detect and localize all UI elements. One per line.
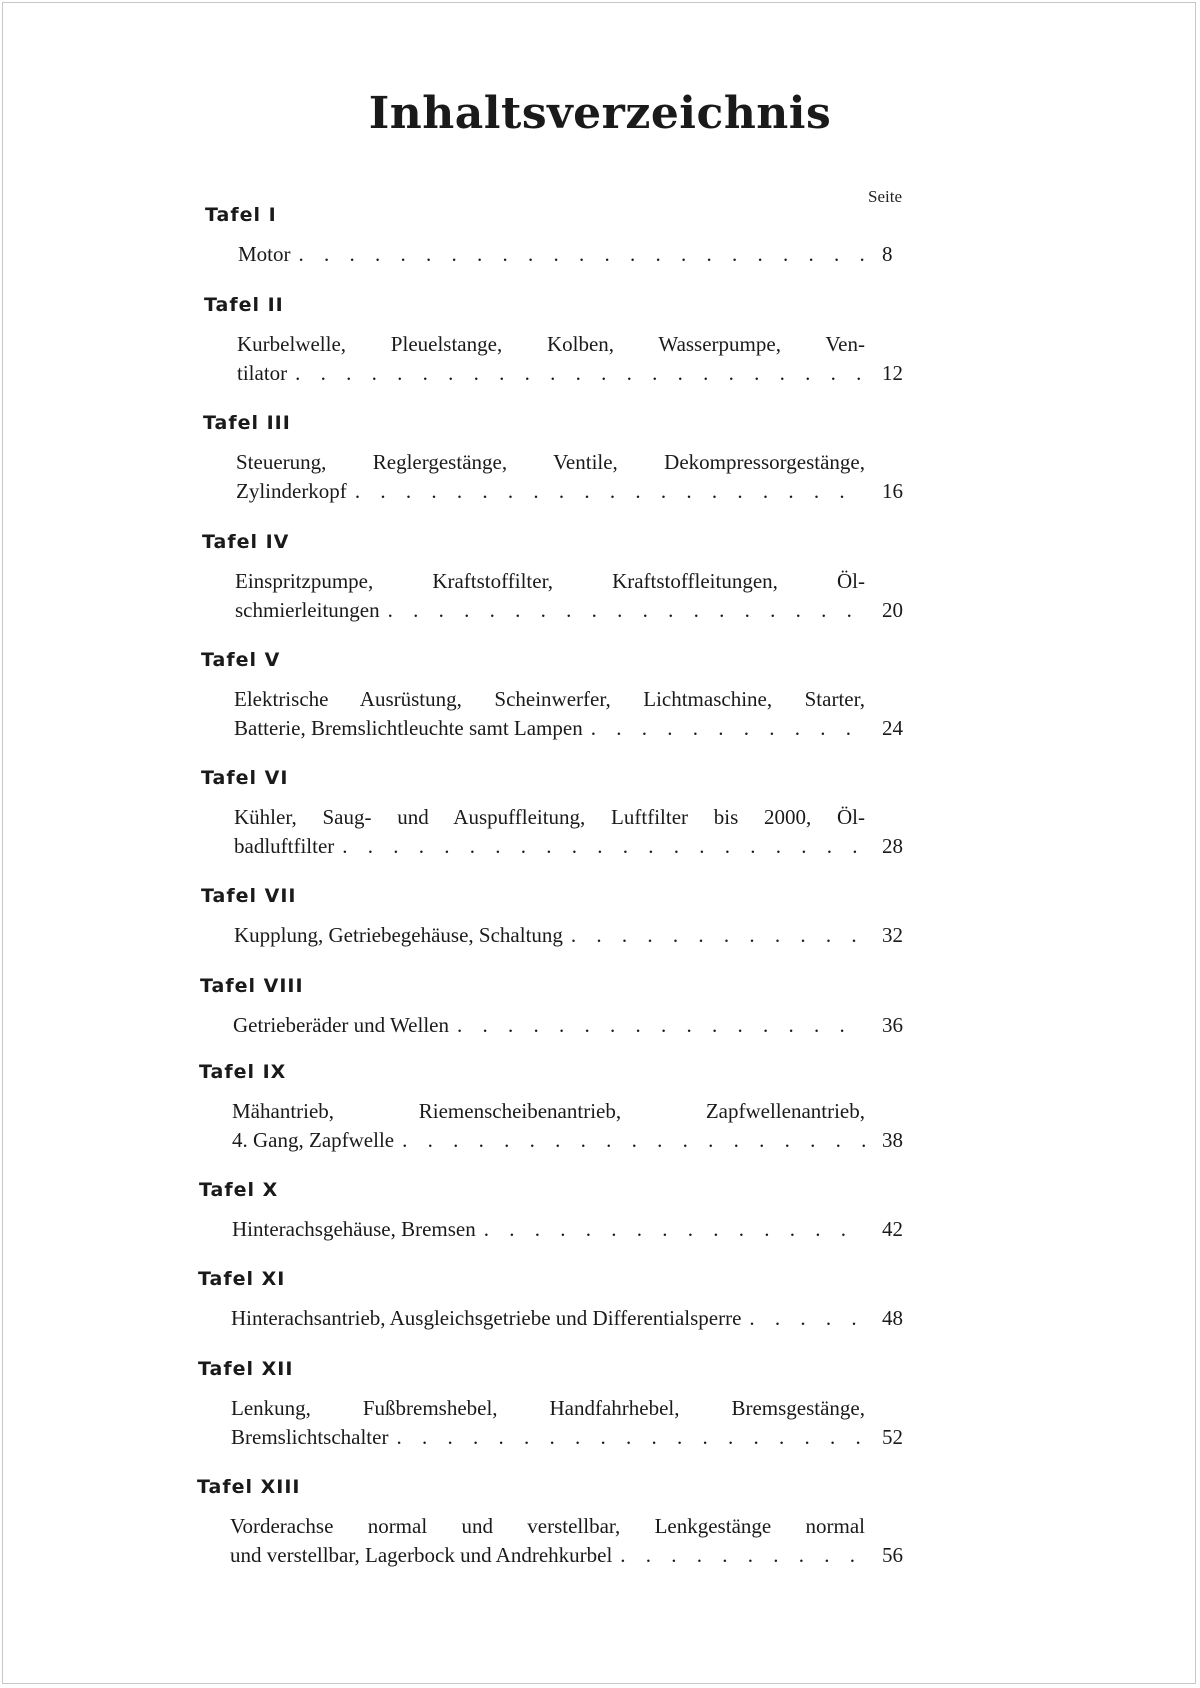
page-number: 12 <box>882 361 903 385</box>
tafel-heading: Tafel II <box>204 294 284 316</box>
description-last-line <box>237 359 865 388</box>
toc-entry-description <box>235 567 865 625</box>
page-number: 8 <box>882 242 893 266</box>
description-text: Batterie, Bremslichtleuchte samt Lampen <box>234 716 583 740</box>
description-last-line <box>232 1126 865 1155</box>
page-number: 36 <box>882 1013 903 1037</box>
dot-leader <box>299 240 866 269</box>
tafel-heading: Tafel VII <box>201 885 297 907</box>
page-number: 52 <box>882 1425 903 1449</box>
toc-entry-description <box>231 1394 865 1452</box>
tafel-heading: Tafel X <box>199 1179 279 1201</box>
description-last-line <box>234 832 865 861</box>
page-title: Inhaltsverzeichnis <box>368 88 832 139</box>
description-text: Zylinderkopf <box>236 479 347 503</box>
toc-entry-description <box>238 240 865 269</box>
description-text: Kupplung, Getriebegehäuse, Schaltung <box>234 923 563 947</box>
tafel-heading: Tafel VI <box>201 767 289 789</box>
dot-leader <box>591 714 865 743</box>
page-column-header: Seite <box>868 187 902 206</box>
dot-leader <box>457 1011 865 1040</box>
description-text: Hinterachsgehäuse, Bremsen <box>232 1217 476 1241</box>
description-line: Mähantrieb, Riemenscheibenantrieb, Zapfwellenantrieb, <box>232 1099 865 1123</box>
dot-leader <box>342 832 865 861</box>
page-number: 42 <box>882 1217 903 1241</box>
tafel-heading: Tafel V <box>201 649 281 671</box>
description-last-line <box>236 477 865 506</box>
description-text: 4. Gang, Zapfwelle <box>232 1128 395 1152</box>
description-last-line <box>238 240 865 269</box>
tafel-heading: Tafel III <box>203 412 291 434</box>
page-number: 28 <box>882 834 903 858</box>
description-last-line <box>232 1215 865 1244</box>
page-number: 38 <box>882 1128 903 1152</box>
dot-leader <box>388 596 865 625</box>
description-last-line <box>231 1423 865 1452</box>
description-line: Elektrische Ausrüstung, Scheinwerfer, Lichtmaschine, Starter, <box>234 687 865 711</box>
description-text: Hinterachsantrieb, Ausgleichsgetriebe und Differentialsperre <box>231 1306 742 1330</box>
toc-entry-description <box>231 1304 865 1333</box>
description-last-line <box>231 1304 865 1333</box>
description-text: tilator <box>237 361 288 385</box>
toc-entry-description <box>236 448 865 506</box>
description-last-line <box>234 714 865 743</box>
description-line: Lenkung, Fußbremshebel, Handfahrhebel, Bremsgestänge, <box>231 1396 865 1420</box>
description-line: Steuerung, Reglergestänge, Ventile, Dekompressorgestänge, <box>236 450 865 474</box>
dot-leader <box>749 1304 865 1333</box>
dot-leader <box>355 477 865 506</box>
tafel-heading: Tafel VIII <box>200 975 304 997</box>
page-number: 16 <box>882 479 903 503</box>
description-line: Einspritzpumpe, Kraftstoffilter, Kraftstoffleitungen, Öl- <box>235 569 865 593</box>
dot-leader <box>402 1126 865 1155</box>
description-line: Kühler, Saug- und Auspuffleitung, Luftfilter bis 2000, Öl- <box>234 805 865 829</box>
dot-leader <box>571 921 865 950</box>
page-number: 56 <box>882 1543 903 1567</box>
tafel-heading: Tafel IX <box>199 1061 287 1083</box>
description-text: Getrieberäder und Wellen <box>233 1013 449 1037</box>
toc-entry-description <box>233 1011 865 1040</box>
description-text: badluftfilter <box>234 834 335 858</box>
toc-entry-description <box>232 1215 865 1244</box>
toc-entry-description <box>234 921 865 950</box>
description-text: Motor <box>238 242 291 266</box>
dot-leader <box>484 1215 865 1244</box>
dot-leader <box>396 1423 865 1452</box>
description-last-line <box>233 1011 865 1040</box>
tafel-heading: Tafel IV <box>202 531 290 553</box>
tafel-heading: Tafel I <box>205 204 277 226</box>
dot-leader <box>295 359 865 388</box>
tafel-heading: Tafel XIII <box>197 1476 301 1498</box>
description-line: Kurbelwelle, Pleuelstange, Kolben, Wasserpumpe, Ven- <box>237 332 865 356</box>
toc-entry-description <box>237 330 865 388</box>
description-text: Bremslichtschalter <box>231 1425 389 1449</box>
tafel-heading: Tafel XI <box>198 1268 286 1290</box>
description-line: Vorderachse normal und verstellbar, Lenkgestänge normal <box>230 1514 865 1538</box>
description-last-line <box>234 921 865 950</box>
toc-entry-description <box>230 1512 865 1570</box>
toc-entry-description <box>234 685 865 743</box>
toc-entry-description <box>234 803 865 861</box>
dot-leader <box>620 1541 865 1570</box>
page-number: 48 <box>882 1306 903 1330</box>
toc-entry-description <box>232 1097 865 1155</box>
page-number: 24 <box>882 716 903 740</box>
description-text: und verstellbar, Lagerbock und Andrehkurbel <box>230 1543 613 1567</box>
tafel-heading: Tafel XII <box>198 1358 294 1380</box>
description-last-line <box>235 596 865 625</box>
description-text: schmierleitungen <box>235 598 380 622</box>
page-number: 20 <box>882 598 903 622</box>
description-last-line <box>230 1541 865 1570</box>
page-number: 32 <box>882 923 903 947</box>
